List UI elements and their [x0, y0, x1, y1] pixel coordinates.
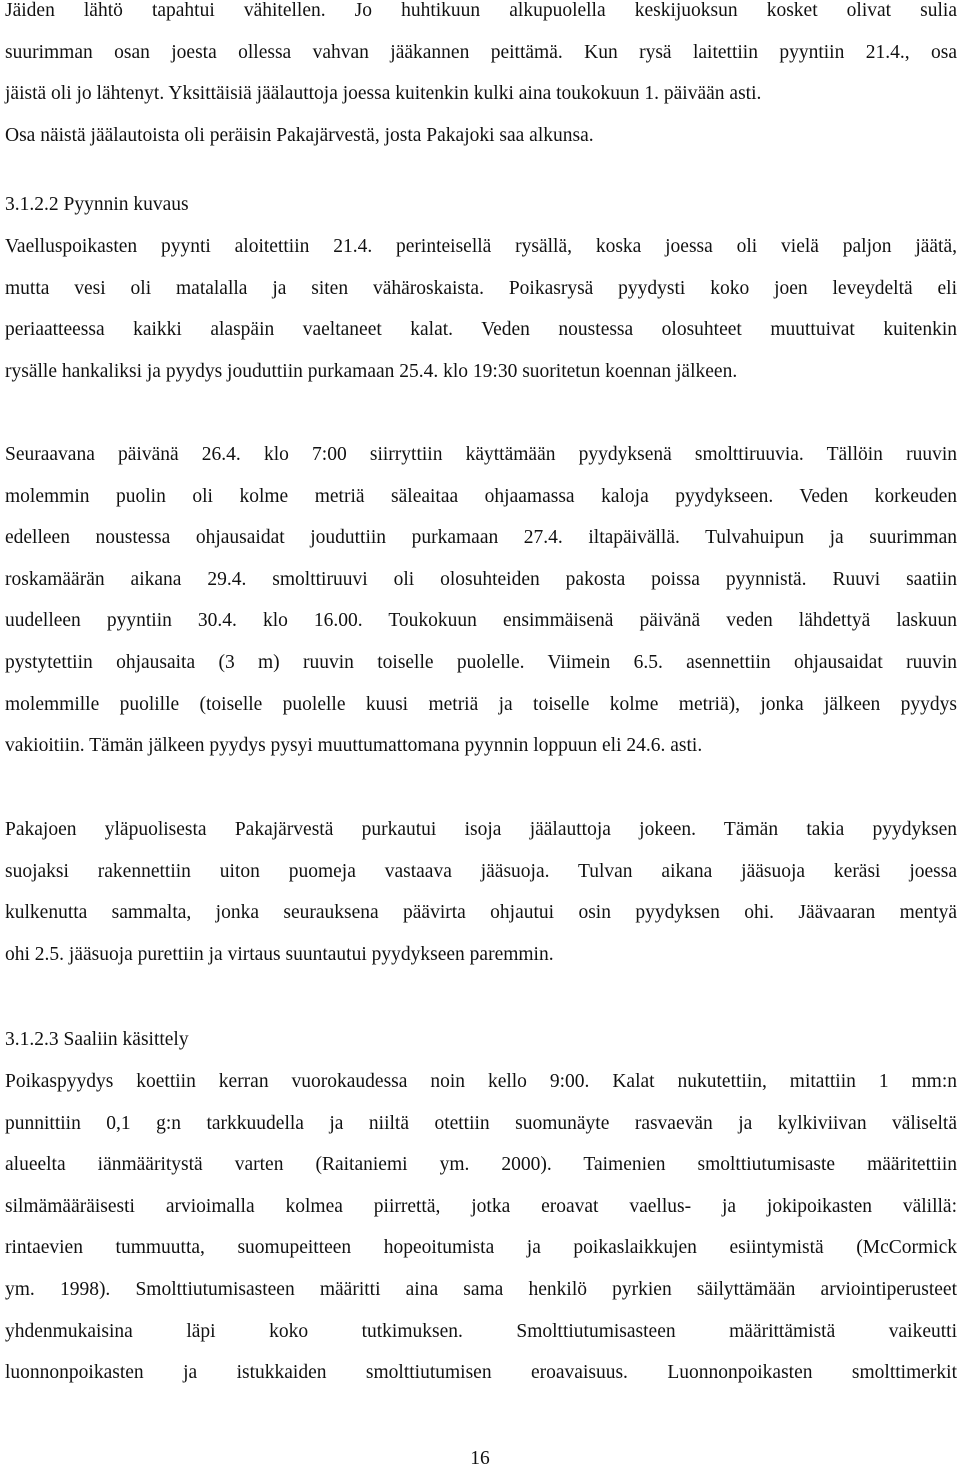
- text-line: suurimman osan joesta ollessa vahvan jääkannen peittämä. Kun rysä laitettiin pyyntiin 21.4., osa: [5, 41, 957, 63]
- text-line: kulkenutta sammalta, jonka seurauksena päävirta ohjautui osin pyydyksen ohi. Jäävaaran mentyä: [5, 902, 957, 924]
- text-line: rysälle hankaliksi ja pyydys jouduttiin purkamaan 25.4. klo 19:30 suoritetun koennan jälkeen.: [5, 360, 738, 382]
- paragraph-ice-breakup: [5, 0, 957, 156]
- text-line: Poikaspyydys koettiin kerran vuorokaudessa noin kello 9:00. Kalat nukutettiin, mitattiin 1 mm:n: [5, 1071, 957, 1092]
- text-line: mutta vesi oli matalalla ja siten vähäroskaista. Poikasrysä pyydysti koko joen leveydeltä eli: [5, 277, 957, 299]
- paragraph-smolt-screw: [5, 434, 957, 767]
- section-heading-pyynnin-kuvaus: [5, 184, 957, 226]
- text-line: Seuraavana päivänä 26.4. klo 7:00 siirryttiin käyttämään pyydyksenä smolttiruuvia. Tällöin ruuvin: [5, 444, 957, 465]
- text-line: rintaevien tummuutta, suomupeitteen hopeoitumista ja poikaslaikkujen esiintymistä (McCormick: [5, 1237, 957, 1259]
- text-line: ym. 1998). Smolttiutumisasteen määritti aina sama henkilö pyrkien säilyttämään arviointiperusteet: [5, 1278, 957, 1300]
- text-line: Vaelluspoikasten pyynti aloitettiin 21.4. perinteisellä rysällä, koska joessa oli vielä paljon jäätä,: [5, 236, 957, 257]
- text-line: pystytettiin ohjausaita (3 m) ruuvin toiselle puolelle. Viimein 6.5. asennettiin ohjausaidat ruuvin: [5, 651, 957, 673]
- text-line: Jäiden lähtö tapahtui vähitellen. Jo huhtikuun alkupuolella keskijuoksun kosket olivat sulia: [5, 0, 957, 21]
- heading-text: 3.1.2.3 Saaliin käsittely: [5, 1029, 189, 1050]
- text-line: periaatteessa kaikki alaspäin vaeltaneet kalat. Veden noustessa olosuhteet muuttuivat kuitenkin: [5, 319, 957, 341]
- heading-text: 3.1.2.2 Pyynnin kuvaus: [5, 194, 189, 215]
- text-line: molemmin puolin oli kolme metriä säleaitaa ohjaamassa kaloja pyydykseen. Veden korkeuden: [5, 485, 957, 507]
- text-line: edelleen noustessa ohjausaidat jouduttiin purkamaan 27.4. iltapäivällä. Tulvahuipun ja suurimman: [5, 527, 957, 549]
- text-line: Pakajoen yläpuolisesta Pakajärvestä purkautui isoja jäälauttoja jokeen. Tämän takia pyydyksen: [5, 819, 957, 840]
- paragraph-ice-protection: [5, 809, 957, 975]
- text-line: roskamäärän aikana 29.4. smolttiruuvi oli olosuhteiden pakosta poissa pyynnistä. Ruuvi saatiin: [5, 568, 957, 590]
- text-line: uudelleen pyyntiin 30.4. klo 16.00. Toukokuun ensimmäisenä päivänä veden lähdettyä laskuun: [5, 610, 957, 632]
- text-line: molemmille puolille (toiselle puolelle kuusi metriä ja toiselle kolme metriä), jonka jälkeen pyydys: [5, 693, 957, 715]
- text-line: alueelta iänmääritystä varten (Raitaniemi ym. 2000). Taimenien smolttiutumisaste määritettiin: [5, 1154, 957, 1176]
- text-line: jäistä oli jo lähtenyt. Yksittäisiä jäälauttoja joessa kuitenkin kulki aina toukokuun 1. päivään asti.: [5, 83, 762, 105]
- text-line: ohi 2.5. jääsuoja purettiin ja virtaus suuntautui pyydykseen paremmin.: [5, 943, 554, 965]
- text-line: suojaksi rakennettiin uiton puomeja vastaava jääsuoja. Tulvan aikana jääsuoja keräsi joessa: [5, 860, 957, 882]
- text-line: punnittiin 0,1 g:n tarkkuudella ja niiltä otettiin suomunäyte rasvaevän ja kylkiviivan väliseltä: [5, 1112, 957, 1134]
- text-line: luonnonpoikasten ja istukkaiden smolttiutumisen eroavaisuus. Luonnonpoikasten smolttimerkit: [5, 1362, 957, 1384]
- text-line: Osa näistä jäälautoista oli peräisin Pakajärvestä, josta Pakajoki saa alkunsa.: [5, 124, 594, 146]
- text-line: vakioitiin. Tämän jälkeen pyydys pysyi muuttumattomana pyynnin loppuun eli 24.6. asti.: [5, 735, 703, 757]
- text-line: silmämääräisesti arvioimalla kolmea piirrettä, jotka eroavat vaellus- ja jokipoikasten välillä:: [5, 1195, 957, 1217]
- page-number: 16: [470, 1448, 490, 1469]
- paragraph-trap-fishing: [5, 226, 957, 392]
- paragraph-catch-handling: [5, 1061, 957, 1394]
- text-line: yhdenmukaisina läpi koko tutkimuksen. Smolttiutumisasteen määrittämistä vaikeutti: [5, 1320, 957, 1342]
- section-heading-saaliin-kasittely: [5, 1019, 957, 1061]
